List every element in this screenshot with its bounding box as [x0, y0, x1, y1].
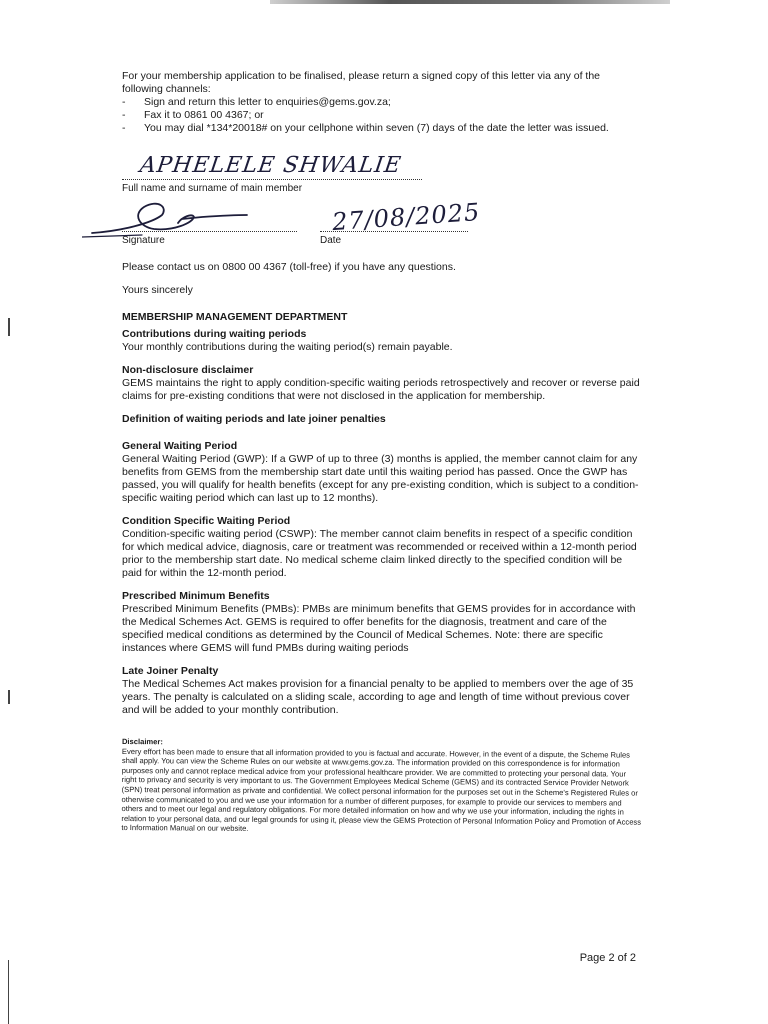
section [122, 590, 642, 655]
scan-edge-shadow [270, 0, 670, 4]
list-item [122, 109, 642, 122]
channel-ussd: You may dial *134*20018# on your cellphone within seven (7) days of the date the letter was issued. [144, 122, 609, 134]
date-dotted-line [320, 231, 468, 232]
scan-margin-mark [8, 318, 10, 336]
disclaimer-body: Every effort has been made to ensure that all information provided to you is factual and accurate. However, in the event of a dispute, the Scheme Rules shall apply. You can view the Scheme Rules on our website at www.gems.gov.za. The information provided on this correspondence is for information purposes only and cannot replace medical advice from your professional healthcare provider. We are committed to protecting your personal data. Your right to privacy and security is very important to us. The Government Employees Medical Scheme (GEMS) and its contracted Service Provider Network (SPN) treat personal information as private and confidential. We collect personal information for the purposes set out in the Scheme's Registered Rules or otherwise communicated to you and we use your information for a number of different purposes, for example to provide our services to members and others and to meet our legal and regulatory obligations. For more detailed information on how and why we use your information, including the rights in relation to your personal data, and our legal grounds for using it, please view the GEMS Protection of Personal Information Policy and Promotion of Access to Information Manual on our website. [121, 746, 642, 834]
section-heading: Definition of waiting periods and late joiner penalties [122, 413, 386, 425]
page-number: Page 2 of 2 [579, 952, 636, 964]
section-body: GEMS maintains the right to apply condition-specific waiting periods retrospectively and recover or reverse paid claims for pre-existing conditions that were not disclosed in the application for membership. [122, 377, 640, 402]
channel-email: Sign and return this letter to enquiries@gems.gov.za; [144, 96, 391, 108]
section-body: Condition-specific waiting period (CSWP): The member cannot claim benefits in respect of a specific condition for which medical advice, diagnosis, care or treatment was recommended or received within a 12-month period prior to the membership start date. No medical scheme claim linked directly to the specified condition will be paid for within the 12-month period. [122, 528, 637, 579]
signature-label: Signature [122, 235, 165, 246]
channel-fax: Fax it to 0861 00 4367; or [144, 109, 264, 121]
list-item [122, 122, 642, 135]
section-body: Prescribed Minimum Benefits (PMBs): PMBs are minimum benefits that GEMS provides for in accordance with the Medical Schemes Act. GEMS is required to offer benefits for the diagnosis, treatment and care of the specified medical conditions as determined by the Council of Medical Schemes. Note: there are specific instances where GEMS will fund PMBs during waiting periods [122, 603, 636, 654]
section-heading: Prescribed Minimum Benefits [122, 590, 270, 602]
section-heading: Condition Specific Waiting Period [122, 515, 291, 527]
handwritten-signature [82, 193, 282, 243]
name-label: Full name and surname of main member [122, 183, 303, 194]
signature-dotted-line [122, 231, 297, 232]
section-heading: Contributions during waiting periods [122, 328, 307, 340]
bullet-dash: - [122, 122, 126, 134]
intro-paragraph: For your membership application to be finalised, please return a signed copy of this letter via any of the following channels: [122, 70, 601, 95]
date-label: Date [320, 235, 342, 246]
section-heading: Non-disclosure disclaimer [122, 364, 254, 376]
name-dotted-line [122, 179, 422, 180]
section [122, 440, 642, 505]
section [122, 515, 642, 580]
list-item [122, 96, 642, 109]
section [122, 665, 642, 717]
bullet-dash: - [122, 96, 126, 108]
section [122, 328, 642, 354]
signature-block [122, 141, 642, 251]
scan-margin-mark [8, 690, 10, 704]
department-heading: MEMBERSHIP MANAGEMENT DEPARTMENT [122, 311, 348, 323]
return-channels-list [122, 96, 642, 135]
section-body: Your monthly contributions during the waiting period(s) remain payable. [122, 341, 453, 353]
section-body: The Medical Schemes Act makes provision for a financial penalty to be applied to members over the age of 35 years. The penalty is calculated on a sliding scale, according to age and length of time without previous cover and will be added to your monthly contribution. [122, 678, 634, 716]
contact-line: Please contact us on 0800 00 4367 (toll-free) if you have any questions. [122, 261, 456, 273]
disclaimer-heading: Disclaimer: [121, 737, 163, 747]
section [122, 364, 642, 403]
scan-margin-mark [8, 960, 9, 1024]
section-body: General Waiting Period (GWP): If a GWP of up to three (3) months is applied, the member cannot claim for any benefits from GEMS from the membership start date until this waiting period has passed. Once the GWP has passed, you will qualify for health benefits (except for any pre-existing condition, which is subject to a condition-specific waiting period which can last up to 12 months). [122, 453, 639, 504]
section-heading: General Waiting Period [122, 440, 238, 452]
handwritten-date: 27/08/2025 [331, 197, 482, 237]
section [122, 413, 642, 426]
section-heading: Late Joiner Penalty [122, 665, 219, 677]
bullet-dash: - [122, 109, 126, 121]
handwritten-name: APHELELE SHWALIE [138, 153, 404, 178]
closing: Yours sincerely [122, 284, 193, 296]
disclaimer [121, 737, 642, 837]
letter-page [122, 70, 642, 833]
